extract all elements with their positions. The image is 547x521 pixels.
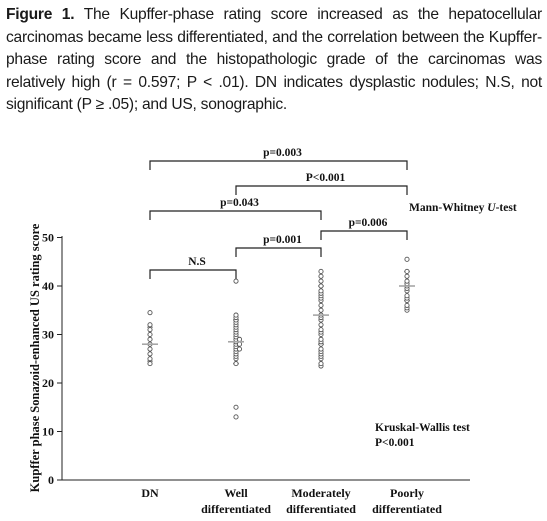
comparison-bracket <box>321 231 407 240</box>
comparison-bracket <box>236 186 407 195</box>
data-point <box>148 328 152 332</box>
comparison-brackets <box>150 147 407 279</box>
data-point <box>148 311 152 315</box>
comparison-label: p=0.003 <box>263 147 302 159</box>
data-point <box>405 303 409 307</box>
x-tick-label: Moderately <box>291 486 351 500</box>
data-point <box>148 332 152 336</box>
data-point <box>319 284 323 288</box>
comparison-bracket <box>150 211 321 220</box>
comparison-bracket <box>150 161 407 170</box>
x-tick-label: differentiated <box>286 502 356 516</box>
y-tick-label: 0 <box>48 473 54 487</box>
data-point <box>319 269 323 273</box>
data-point <box>148 323 152 327</box>
y-tick-label: 40 <box>42 279 54 293</box>
comparison-label: P<0.001 <box>305 172 346 184</box>
data-point <box>234 405 238 409</box>
data-point <box>319 337 323 341</box>
mann-whitney-label <box>409 202 517 214</box>
x-tick-labels <box>141 486 442 516</box>
comparison-bracket <box>236 248 321 257</box>
mw-italic: U <box>487 202 496 214</box>
data-point <box>319 289 323 293</box>
data-point <box>405 294 409 298</box>
data-point <box>148 357 152 361</box>
data-point <box>319 274 323 278</box>
data-point <box>405 269 409 273</box>
data-point <box>148 362 152 366</box>
data-point <box>234 362 238 366</box>
x-tick-label: differentiated <box>201 502 271 516</box>
comparison-bracket <box>150 270 236 279</box>
y-axis-label: Kupffer phase Sonazoid-enhanced US rating score <box>28 223 42 493</box>
caption-text: The Kupffer-phase rating score increased as the hepatocellular carcinomas became less differentiated, and the correlation between the Kupffer-phase rating score and the histopathologic grade of the carcinomas was relatively high (r = 0.597; P < .01). DN indicates dysplastic nodules; N.S, not significant (P ≥ .05); and US, sonographic. <box>6 6 542 113</box>
data-point <box>319 328 323 332</box>
y-tick-label: 20 <box>42 376 54 390</box>
x-tick-label: Well <box>224 486 248 500</box>
data-point <box>405 274 409 278</box>
x-tick-label: differentiated <box>372 502 442 516</box>
mw-suffix: -test <box>495 202 517 214</box>
kruskal-wallis-p: P<0.001 <box>375 437 415 449</box>
figure-label: Figure 1. <box>6 6 75 23</box>
y-tick-label: 30 <box>42 327 54 342</box>
x-tick-label: DN <box>141 486 159 500</box>
y-ticks <box>42 231 62 488</box>
scatter-chart <box>0 140 547 521</box>
comparison-label: N.S <box>188 256 206 268</box>
y-tick-label: 10 <box>42 424 54 439</box>
kruskal-wallis-label: Kruskal-Wallis test <box>375 422 470 434</box>
data-point <box>319 347 323 351</box>
data-point <box>319 362 323 366</box>
data-point <box>148 352 152 356</box>
comparison-label: p=0.043 <box>220 197 259 209</box>
data-point <box>405 257 409 261</box>
data-point <box>234 279 238 283</box>
data-point <box>319 323 323 327</box>
comparison-label: p=0.006 <box>348 217 388 229</box>
mw-text: Mann-Whitney <box>409 202 488 214</box>
data-point <box>405 279 409 283</box>
y-axis <box>42 231 62 488</box>
data-point <box>234 415 238 419</box>
comparison-label: p=0.001 <box>263 234 302 246</box>
figure-caption <box>6 4 542 117</box>
x-tick-label: Poorly <box>390 486 424 500</box>
data-point <box>319 279 323 283</box>
data-point <box>148 337 152 341</box>
data-groups <box>142 257 415 419</box>
data-point <box>234 313 238 317</box>
data-point <box>319 308 323 312</box>
data-point <box>148 347 152 351</box>
data-point <box>319 303 323 307</box>
y-tick-label: 50 <box>42 230 54 245</box>
